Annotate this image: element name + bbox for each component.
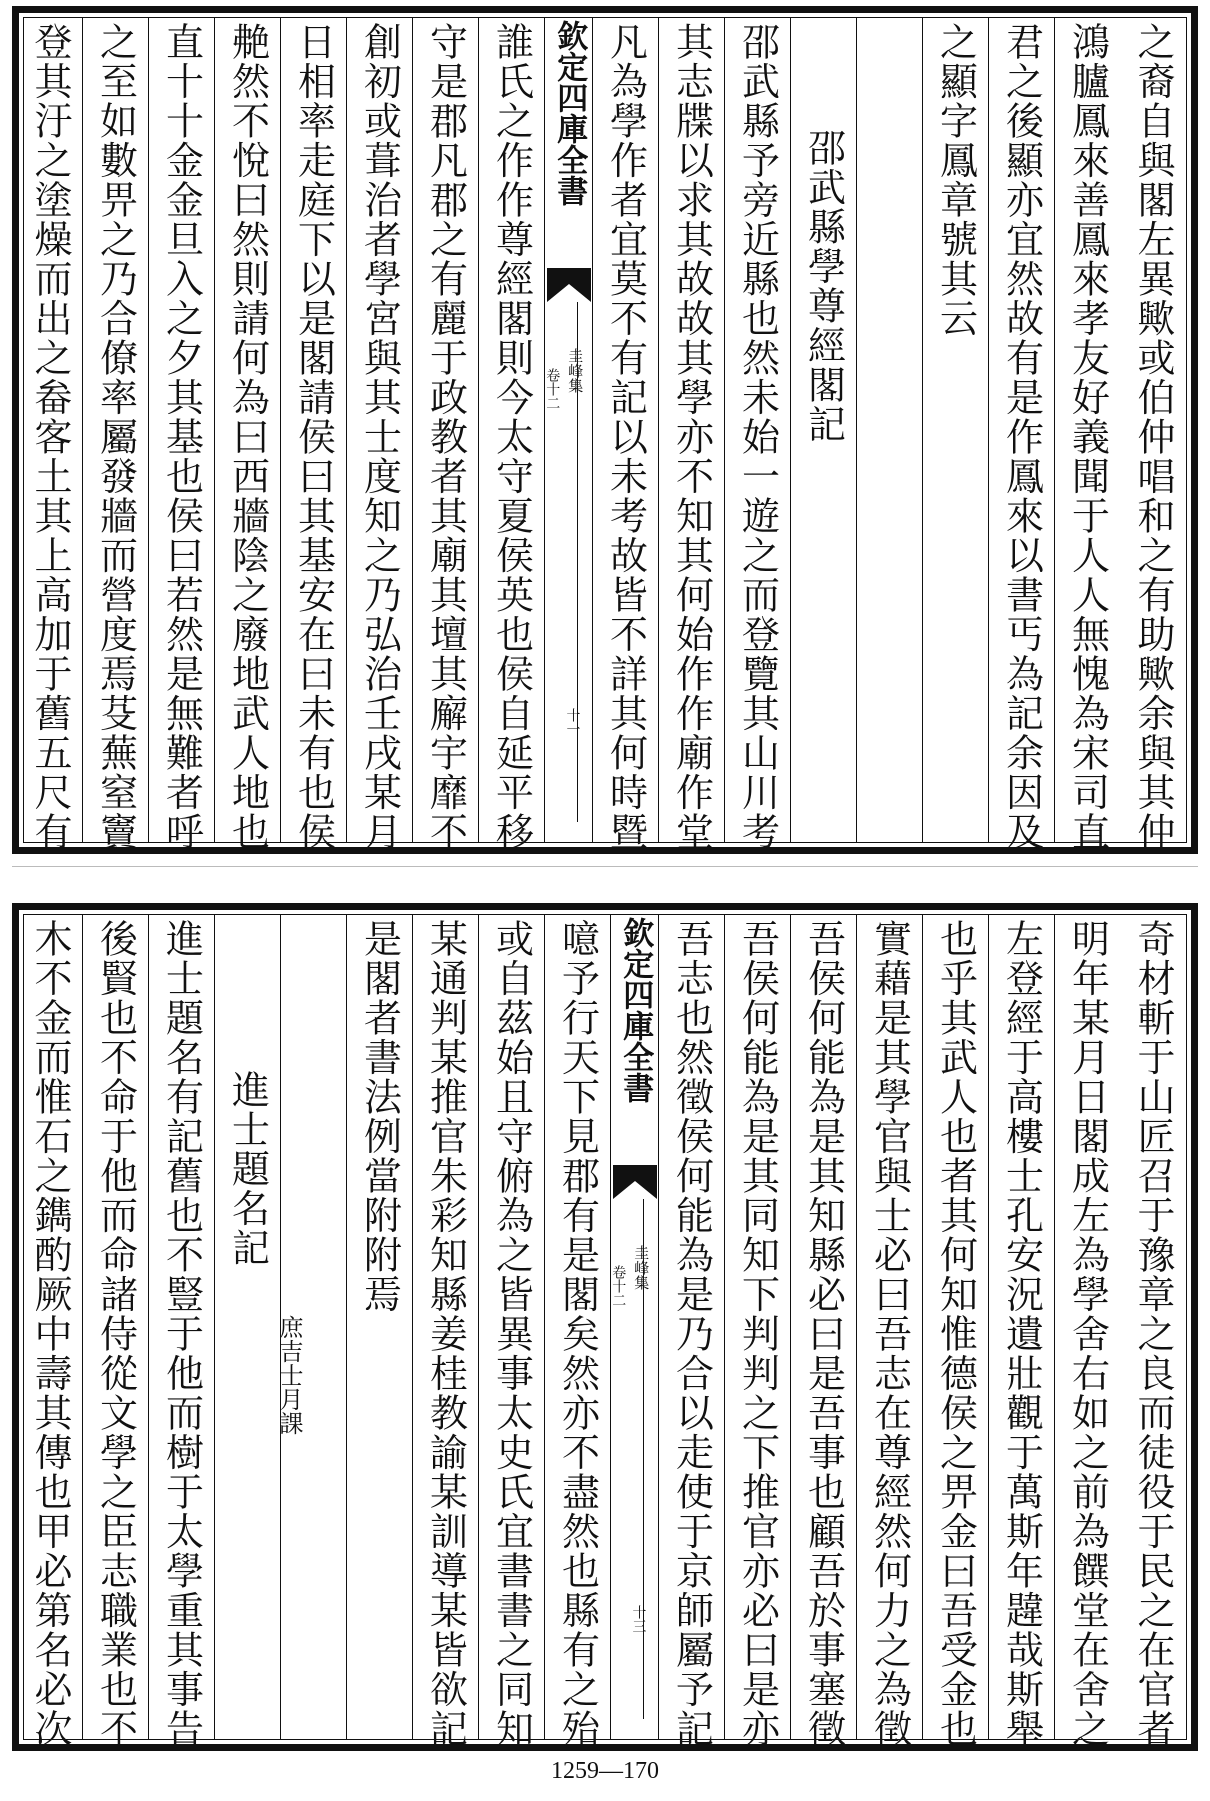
column-text: 奇材斬于山匠召于豫章之良而徒役于民之在官者 <box>1131 919 1175 1749</box>
column-text: 是閣者書法例當附附焉 <box>357 919 402 1314</box>
column-text: 之顯字鳳章號其云 <box>933 22 978 338</box>
text-column <box>1120 18 1186 852</box>
column-text: 木不金而惟石之鐫酌厥中壽其傳也甲必第名必次 <box>28 919 72 1749</box>
column-text: 日相率走庭下以是閣請侯曰其基安在曰未有也侯 <box>291 22 336 852</box>
text-column <box>412 915 478 1749</box>
top-page-inner <box>23 17 1187 852</box>
column-text: 直十十金金旦入之夕其基也侯曰若然是無難者呼 <box>159 22 204 852</box>
page-separator <box>12 866 1198 867</box>
text-column <box>214 915 280 1739</box>
center-strip <box>544 18 592 842</box>
column-text: 某通判某推官朱彩知縣姜桂教諭某訓導某皆欲記 <box>423 919 468 1749</box>
text-column <box>346 915 412 1739</box>
text-column <box>280 18 346 852</box>
text-column <box>922 915 988 1749</box>
page-number: 1259—170 <box>551 1758 659 1784</box>
text-column <box>214 18 280 852</box>
column-text: 其志牒以求其故故其學亦不知其何始作作廟作堂 <box>669 22 714 852</box>
text-column <box>346 18 412 852</box>
column-text: 之至如數畀之乃合僚率屬發牆而營度焉芟蕪窒竇 <box>93 22 138 852</box>
column-text: 邵武縣予旁近縣也然未始一遊之而登覽其山川考 <box>735 22 780 852</box>
text-column <box>790 915 856 1749</box>
column-text: 進士題名有記舊也不豎于他而樹于太學重其事告 <box>159 919 204 1749</box>
column-text: 吾志也然徵侯何能為是乃合以走使于京師屬予記 <box>669 919 714 1749</box>
text-column <box>1054 18 1120 852</box>
column-text: 創初或葺治者學宮與其士度知之乃弘治壬戌某月 <box>357 22 402 852</box>
title-annotation: 庶吉士月課 <box>275 1315 303 1435</box>
library-title: 欽定四庫全書 <box>617 917 654 1103</box>
text-column <box>478 18 544 852</box>
fish-tail-mark-icon <box>613 1165 657 1199</box>
text-column <box>658 915 724 1749</box>
column-text: 之裔自與閣左異歟或伯仲唱和之有助歟余與其仲 <box>1131 22 1175 852</box>
top-page-frame <box>12 6 1198 854</box>
text-column <box>148 18 214 852</box>
text-column <box>82 915 148 1749</box>
column-text: 也乎其武人也者其何知惟德侯之畀金曰吾受金也 <box>933 919 978 1749</box>
text-column <box>724 915 790 1749</box>
text-column <box>856 18 922 842</box>
column-text: 左登經于高樓士孔安況遺壯觀于萬斯年韙哉斯舉 <box>999 919 1044 1749</box>
volume-label: 卷十二 <box>544 368 561 410</box>
leaf-number: 十一 <box>564 708 581 736</box>
column-text: 君之後顯亦宜然故有是作鳳來以書丐為記余因及 <box>999 22 1044 852</box>
text-column <box>856 915 922 1749</box>
text-column <box>544 915 610 1749</box>
library-title: 欽定四庫全書 <box>551 20 588 206</box>
text-column <box>922 18 988 842</box>
text-column <box>1054 915 1120 1749</box>
book-title: 圭峰集 <box>566 348 585 393</box>
column-text: 噫予行天下見郡有是閣矣然亦不盡然也縣有之殆 <box>555 919 600 1749</box>
text-column <box>17 18 82 852</box>
text-column <box>592 18 658 852</box>
text-column <box>988 915 1054 1749</box>
fish-tail-mark-icon <box>547 268 591 302</box>
section-title: 邵武縣學尊經閣記 <box>801 128 846 444</box>
column-text: 艴然不悅曰然則請何為曰西牆陰之廢地武人地也 <box>225 22 270 852</box>
column-text: 吾侯何能為是其知縣必曰是吾事也顧吾於事塞徵 <box>801 919 846 1749</box>
column-text: 吾侯何能為是其同知下判判之下推官亦必曰是亦 <box>735 919 780 1749</box>
column-text: 誰氏之作作尊經閣則今太守夏侯英也侯自延平移 <box>489 22 534 852</box>
volume-label: 卷十二 <box>610 1265 627 1307</box>
text-column <box>82 18 148 852</box>
column-text: 凡為學作者宜莫不有記以未考故皆不詳其何時暨 <box>603 22 648 852</box>
leaf-number: 十三 <box>630 1605 647 1633</box>
bottom-page-inner <box>23 914 1187 1749</box>
column-text: 鴻臚鳳來善鳳來孝友好義聞于人人無愧為宋司直 <box>1065 22 1110 852</box>
column-text: 守是郡凡郡之有麗于政教者其廟其壇其廨宇靡不 <box>423 22 468 852</box>
text-column <box>988 18 1054 852</box>
text-column <box>17 915 82 1749</box>
text-column <box>478 915 544 1749</box>
text-column <box>790 18 856 842</box>
center-strip <box>610 915 658 1739</box>
column-text: 實藉是其學官與士必曰吾志在尊經然何力之為徵 <box>867 919 912 1749</box>
text-column <box>148 915 214 1749</box>
text-column <box>724 18 790 852</box>
text-column <box>658 18 724 852</box>
column-text: 或自茲始且守俯為之皆異事太史氏宜書書之同知 <box>489 919 534 1749</box>
column-text: 登其汙之塗燥而出之畚客土其上高加于舊五尺有 <box>28 22 72 852</box>
book-title: 圭峰集 <box>632 1245 651 1290</box>
text-column <box>1120 915 1186 1749</box>
column-text: 後賢也不命于他而命諸侍從文學之臣志職業也不 <box>93 919 138 1749</box>
text-column <box>412 18 478 852</box>
column-text: 明年某月日閣成左為學舍右如之前為饌堂在舍之 <box>1065 919 1110 1749</box>
bottom-page-frame <box>12 903 1198 1751</box>
section-title: 進士題名記 <box>225 1070 270 1268</box>
